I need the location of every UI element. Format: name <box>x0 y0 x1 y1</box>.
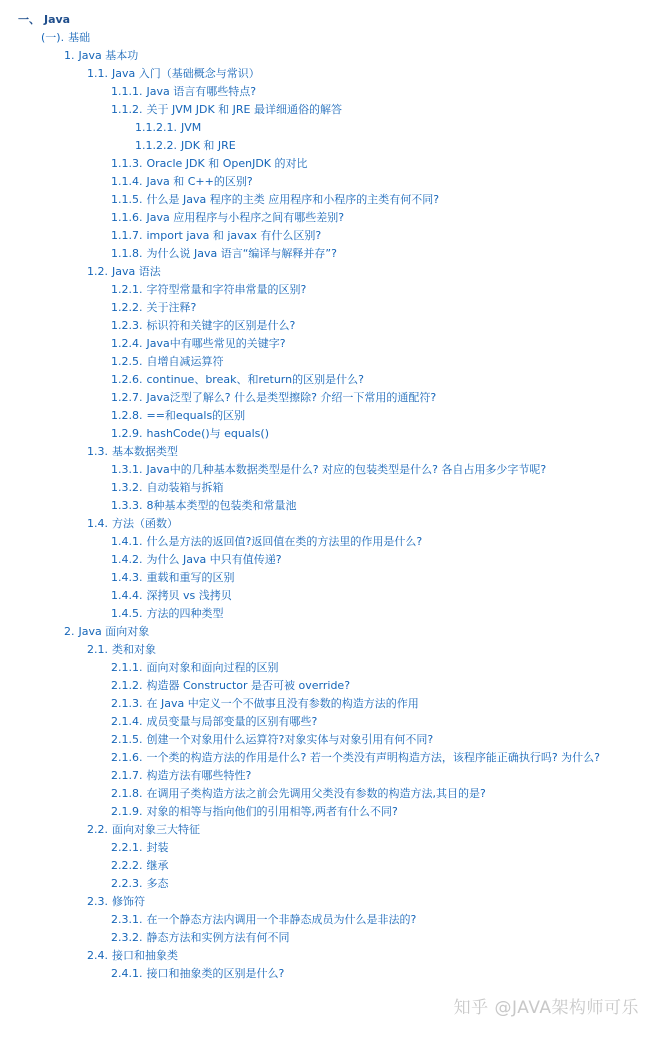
toc-item[interactable] <box>0 245 657 263</box>
toc-item-title: 对象的相等与指向他们的引用相等,两者有什么不同? <box>146 805 398 818</box>
toc-item[interactable] <box>0 227 657 245</box>
toc-item-title: Java 和 C++的区别? <box>146 175 253 188</box>
toc-item-title: 方法（函数） <box>112 517 178 530</box>
toc-item-number: 1.1.8. <box>111 247 143 260</box>
toc-item-number: 1.1.5. <box>111 193 143 206</box>
toc-item-number: (一). <box>41 31 65 44</box>
toc-item-title: 在调用子类构造方法之前会先调用父类没有参数的构造方法,其目的是? <box>146 787 486 800</box>
toc-item-number: 1.2.7. <box>111 391 143 404</box>
toc-item[interactable] <box>0 623 657 641</box>
toc-item-number: 2.3. <box>87 895 108 908</box>
toc-item-title: Java中有哪些常见的关键字? <box>146 337 286 350</box>
toc-item-number: 2. <box>64 625 75 638</box>
toc-item-title: 类和对象 <box>112 643 156 656</box>
toc-item-title: Java中的几种基本数据类型是什么? 对应的包装类型是什么? 各自占用多少字节呢? <box>146 463 547 476</box>
toc-item[interactable] <box>0 443 657 461</box>
toc-item-number: 2.2.2. <box>111 859 143 872</box>
toc-item[interactable] <box>0 533 657 551</box>
toc-item[interactable] <box>0 371 657 389</box>
toc-item-title: 接口和抽象类 <box>112 949 178 962</box>
toc-item[interactable] <box>0 911 657 929</box>
toc-item-title: 重载和重写的区别 <box>146 571 235 584</box>
toc-item-number: 2.3.2. <box>111 931 143 944</box>
toc-item[interactable] <box>0 641 657 659</box>
toc-item[interactable] <box>0 569 657 587</box>
toc-item[interactable] <box>0 713 657 731</box>
toc-item-number: 1.3.3. <box>111 499 143 512</box>
toc-item-number: 1.4.4. <box>111 589 143 602</box>
toc-item-title: 基本数据类型 <box>112 445 178 458</box>
toc-item-title: Java 面向对象 <box>78 625 150 638</box>
toc-item-number: 2.3.1. <box>111 913 143 926</box>
toc-item-title: 字符型常量和字符串常量的区别? <box>146 283 307 296</box>
toc-item[interactable] <box>0 191 657 209</box>
toc-item-title: 关于注释? <box>146 301 197 314</box>
toc-item[interactable] <box>0 893 657 911</box>
toc-item-title: Java 入门（基础概念与常识） <box>112 67 260 80</box>
toc-item[interactable] <box>0 551 657 569</box>
toc-item[interactable] <box>0 929 657 947</box>
toc-item-number: 1.2.8. <box>111 409 143 422</box>
toc-item-title: 面向对象和面向过程的区别 <box>146 661 279 674</box>
toc-item-title: continue、break、和return的区别是什么? <box>146 373 364 386</box>
toc-item-number: 1.2.3. <box>111 319 143 332</box>
toc-item-title: Oracle JDK 和 OpenJDK 的对比 <box>146 157 308 170</box>
toc-item[interactable] <box>0 119 657 137</box>
toc-item[interactable] <box>0 965 657 983</box>
toc-item[interactable] <box>0 695 657 713</box>
toc-item-number: 2.1.7. <box>111 769 143 782</box>
toc-item-number: 1.4.5. <box>111 607 143 620</box>
toc-item-number: 1. <box>64 49 75 62</box>
toc-item-title: 在 Java 中定义一个不做事且没有参数的构造方法的作用 <box>146 697 419 710</box>
toc-item[interactable] <box>0 317 657 335</box>
toc-item[interactable] <box>0 857 657 875</box>
toc-item-title: 构造器 Constructor 是否可被 override? <box>146 679 351 692</box>
toc-item-number: 2.1.2. <box>111 679 143 692</box>
toc-item-number: 一、 <box>18 13 40 26</box>
toc-item-title: 成员变量与局部变量的区别有哪些? <box>146 715 318 728</box>
toc-item-title: 关于 JVM JDK 和 JRE 最详细通俗的解答 <box>146 103 343 116</box>
toc-item-number: 1.4.2. <box>111 553 143 566</box>
toc-item-title: 为什么 Java 中只有值传递? <box>146 553 282 566</box>
toc-item-title: 深拷贝 vs 浅拷贝 <box>146 589 232 602</box>
toc-item[interactable] <box>0 785 657 803</box>
toc-item-number: 1.2.1. <box>111 283 143 296</box>
toc-item-title: 继承 <box>146 859 169 872</box>
toc-item-number: 2.1.6. <box>111 751 143 764</box>
toc-item[interactable] <box>0 353 657 371</box>
toc-item[interactable] <box>0 587 657 605</box>
toc-item[interactable] <box>0 749 640 767</box>
toc-item-number: 1.3. <box>87 445 108 458</box>
toc-item[interactable] <box>0 425 657 443</box>
toc-item-number: 1.2.2. <box>111 301 143 314</box>
toc-item-title: 构造方法有哪些特性? <box>146 769 252 782</box>
toc-item[interactable] <box>0 137 657 155</box>
toc-item-number: 2.1.4. <box>111 715 143 728</box>
toc-item-title: 自增自减运算符 <box>146 355 224 368</box>
toc-item-number: 1.1.4. <box>111 175 143 188</box>
toc-item-number: 1.2.5. <box>111 355 143 368</box>
toc-item[interactable] <box>0 47 657 65</box>
toc-item-number: 2.1.9. <box>111 805 143 818</box>
toc-item-number: 2.2.3. <box>111 877 143 890</box>
toc-item-number: 2.1.1. <box>111 661 143 674</box>
toc-item-number: 1.2.9. <box>111 427 143 440</box>
watermark: 知乎 @JAVA架构师可乐 <box>453 998 639 1018</box>
toc-item[interactable] <box>0 821 657 839</box>
toc-item[interactable] <box>0 947 657 965</box>
toc-item-number: 1.1.7. <box>111 229 143 242</box>
toc-item-number: 1.4.1. <box>111 535 143 548</box>
toc-item[interactable] <box>0 101 657 119</box>
toc-item-number: 2.1.3. <box>111 697 143 710</box>
toc-item-title: 修饰符 <box>112 895 145 908</box>
toc-item[interactable] <box>0 83 657 101</box>
toc-item-number: 2.2.1. <box>111 841 143 854</box>
toc-item[interactable] <box>0 515 657 533</box>
toc-item-number: 1.1.2. <box>111 103 143 116</box>
toc-item-number: 2.1.5. <box>111 733 143 746</box>
toc-item[interactable] <box>0 209 657 227</box>
toc-item-number: 1.1. <box>87 67 108 80</box>
toc-item-number: 1.2.6. <box>111 373 143 386</box>
toc-item-title: 方法的四种类型 <box>146 607 224 620</box>
toc-item-title: import java 和 javax 有什么区别? <box>146 229 322 242</box>
toc-item-title: Java泛型了解么? 什么是类型擦除? 介绍一下常用的通配符? <box>146 391 437 404</box>
toc-item-title: Java 基本功 <box>78 49 139 62</box>
toc-item-title: Java <box>44 13 71 26</box>
toc-item[interactable] <box>0 875 657 893</box>
toc-item-number: 2.4.1. <box>111 967 143 980</box>
toc-item[interactable] <box>0 497 657 515</box>
toc-item-title: 在一个静态方法内调用一个非静态成员为什么是非法的? <box>146 913 417 926</box>
toc-item-number: 1.2.4. <box>111 337 143 350</box>
toc-item-number: 1.3.1. <box>111 463 143 476</box>
toc-item-title: 标识符和关键字的区别是什么? <box>146 319 296 332</box>
toc-item-title: hashCode()与 equals() <box>146 427 269 440</box>
toc-item[interactable] <box>0 659 657 677</box>
toc-item[interactable] <box>0 29 657 47</box>
toc-item-number: 1.1.2.1. <box>135 121 177 134</box>
toc-item[interactable] <box>0 407 657 425</box>
toc-item-number: 2.1.8. <box>111 787 143 800</box>
table-of-contents <box>0 11 657 983</box>
toc-item-title: JVM <box>180 121 202 134</box>
toc-item[interactable] <box>0 803 657 821</box>
toc-item-title: 基础 <box>68 31 91 44</box>
toc-item-number: 2.2. <box>87 823 108 836</box>
toc-item[interactable] <box>0 389 657 407</box>
toc-item-number: 1.2. <box>87 265 108 278</box>
toc-item[interactable] <box>0 11 657 29</box>
toc-item-title: 静态方法和实例方法有何不同 <box>146 931 290 944</box>
toc-item-title: Java 应用程序与小程序之间有哪些差别? <box>146 211 345 224</box>
toc-item[interactable] <box>0 767 657 785</box>
toc-item-title: 多态 <box>146 877 169 890</box>
toc-item[interactable] <box>0 335 657 353</box>
toc-item[interactable] <box>0 65 657 83</box>
toc-item-title: JDK 和 JRE <box>180 139 236 152</box>
toc-item-title: 什么是 Java 程序的主类 应用程序和小程序的主类有何不同? <box>146 193 440 206</box>
toc-item[interactable] <box>0 263 657 281</box>
toc-item[interactable] <box>0 173 657 191</box>
toc-item[interactable] <box>0 299 657 317</box>
toc-item-number: 1.1.6. <box>111 211 143 224</box>
toc-item[interactable] <box>0 605 657 623</box>
toc-item-number: 2.1. <box>87 643 108 656</box>
toc-item[interactable] <box>0 461 657 479</box>
toc-item[interactable] <box>0 155 657 173</box>
toc-item-title: 8种基本类型的包装类和常量池 <box>146 499 297 512</box>
toc-item-title: Java 语言有哪些特点? <box>146 85 257 98</box>
toc-item-number: 1.4.3. <box>111 571 143 584</box>
toc-item[interactable] <box>0 731 657 749</box>
toc-item-title: 接口和抽象类的区别是什么? <box>146 967 285 980</box>
toc-item[interactable] <box>0 281 657 299</box>
toc-item-title: ==和equals的区别 <box>146 409 246 422</box>
toc-item-number: 1.1.1. <box>111 85 143 98</box>
toc-item[interactable] <box>0 677 657 695</box>
toc-item-title: 封装 <box>146 841 169 854</box>
toc-item-title: 自动装箱与拆箱 <box>146 481 224 494</box>
toc-item-title: 面向对象三大特征 <box>112 823 200 836</box>
toc-item-number: 1.1.3. <box>111 157 143 170</box>
toc-item-title: 创建一个对象用什么运算符?对象实体与对象引用有何不同? <box>146 733 434 746</box>
toc-item[interactable] <box>0 479 657 497</box>
toc-item-number: 1.3.2. <box>111 481 143 494</box>
toc-item-title: Java 语法 <box>112 265 161 278</box>
toc-item-title: 为什么说 Java 语言“编译与解释并存”? <box>146 247 337 260</box>
toc-item-number: 1.4. <box>87 517 108 530</box>
toc-item-number: 1.1.2.2. <box>135 139 177 152</box>
toc-item[interactable] <box>0 839 657 857</box>
toc-item-number: 2.4. <box>87 949 108 962</box>
toc-item-title: 什么是方法的返回值?返回值在类的方法里的作用是什么? <box>146 535 423 548</box>
toc-item-title: 一个类的构造方法的作用是什么? 若一个类没有声明构造方法，该程序能正确执行吗? 为什么? <box>146 751 601 764</box>
